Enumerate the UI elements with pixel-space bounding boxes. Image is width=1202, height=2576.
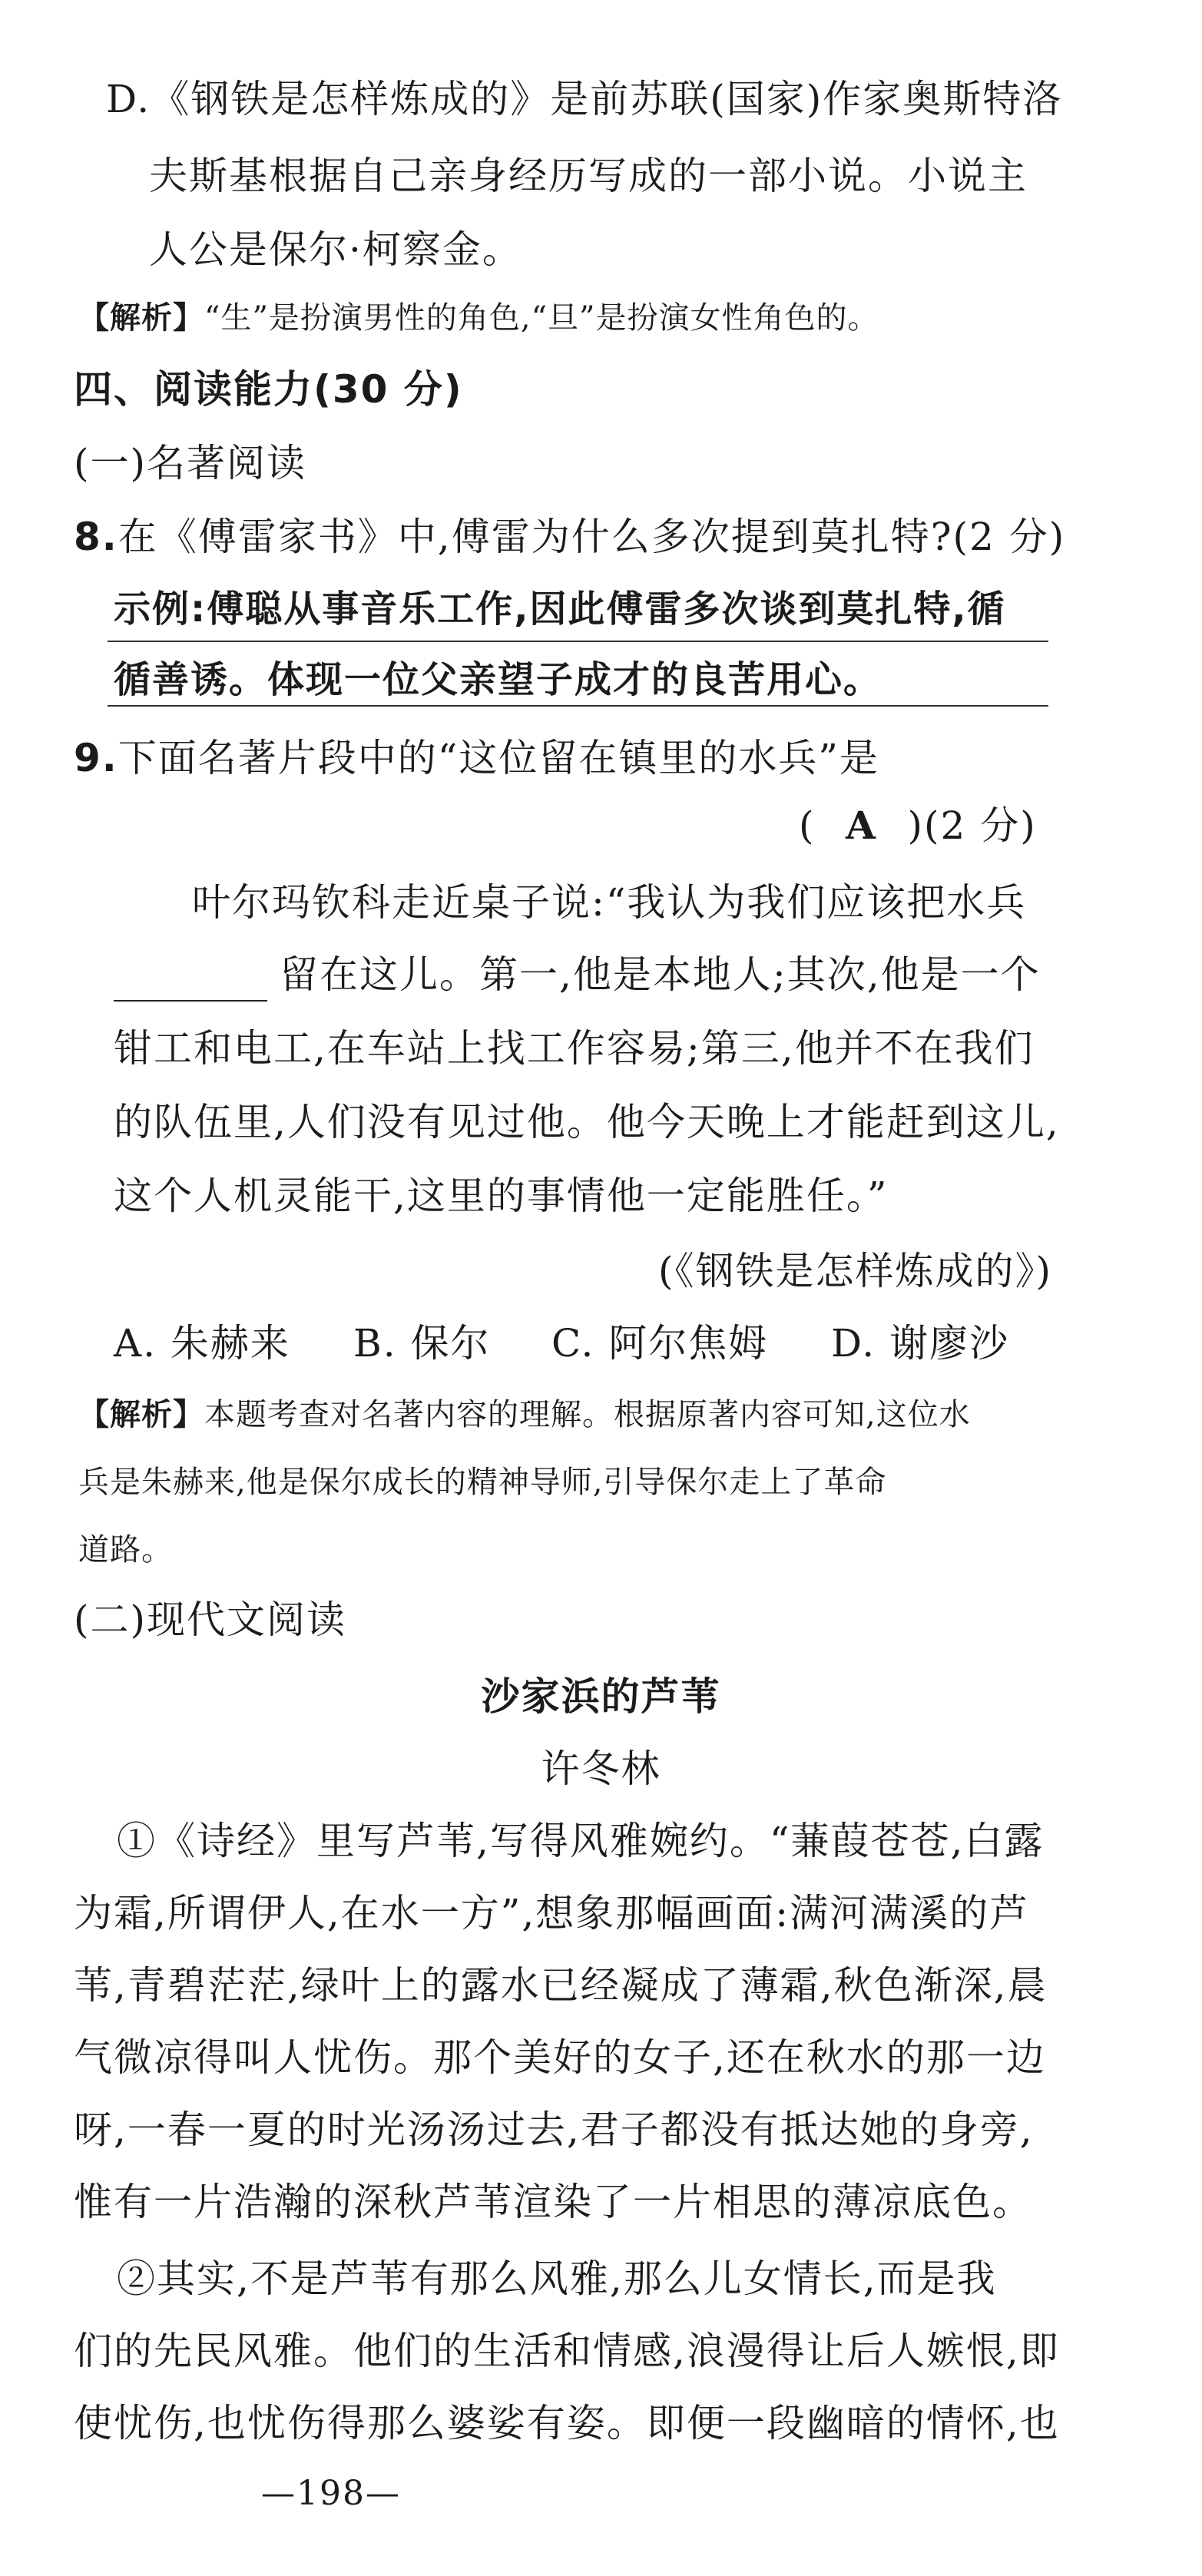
question-8 <box>74 510 1065 564</box>
option-c: C. 阿尔焦姆 <box>551 1321 769 1366</box>
paragraph-1-line-5: 呀,一春一夏的时光汤汤过去,君子都没有抵达她的身旁, <box>74 2107 1034 2152</box>
paragraph-1-line-4: 气微凉得叫人忧伤。那个美好的女子,还在秋水的那一边 <box>74 2035 1046 2080</box>
passage-line-1: 叶尔玛钦科走近桌子说:“我认为我们应该把水兵 <box>192 880 1027 925</box>
question-8-answer-line-1: 示例:傅聪从事音乐工作,因此傅雷多次谈到莫扎特,循 <box>114 588 1006 631</box>
answer-underline-2 <box>108 705 1048 707</box>
analysis-tag-q9: 【解析】 <box>78 1397 204 1432</box>
question-8-number: 8. <box>74 515 118 559</box>
analysis-prev <box>78 295 879 341</box>
passage-line-4: 的队伍里,人们没有见过他。他今天晚上才能赶到这儿, <box>114 1100 1060 1144</box>
passage-line-2: 留在这儿。第一,他是本地人;其次,他是一个 <box>280 952 1041 997</box>
passage-line-5: 这个人机灵能干,这里的事情他一定能胜任。” <box>114 1174 889 1218</box>
page-number: —198— <box>261 2474 401 2513</box>
question-9-text: 下面名著片段中的“这位留在镇里的水兵”是 <box>118 736 879 780</box>
paragraph-2-line-2: 们的先民风雅。他们的生活和情感,浪漫得让后人嫉恨,即 <box>74 2329 1060 2373</box>
option-d-line-1: D.《钢铁是怎样炼成的》是前苏联(国家)作家奥斯特洛 <box>106 77 1063 121</box>
paren-open: ( <box>799 803 816 848</box>
paragraph-2-line-3: 使忧伤,也忧伤得那么婆娑有姿。即便一段幽暗的情怀,也 <box>74 2401 1060 2445</box>
question-8-answer-line-2: 循善诱。体现一位父亲望子成才的良苦用心。 <box>114 658 882 701</box>
passage-source: (《钢铁是怎样炼成的》) <box>657 1249 1052 1293</box>
part-1-heading: (一)名著阅读 <box>74 441 307 485</box>
question-9-analysis-line-1 <box>78 1392 971 1438</box>
question-9-analysis-line-2: 兵是朱赫来,他是保尔成长的精神导师,引导保尔走上了革命 <box>78 1465 887 1500</box>
option-a: A. 朱赫来 <box>114 1321 290 1366</box>
analysis-q9-text-1: 本题考查对名著内容的理解。根据原著内容可知,这位水 <box>204 1397 971 1432</box>
paragraph-2-line-1: ②其实,不是芦苇有那么风雅,那么儿女情长,而是我 <box>117 2256 997 2301</box>
question-9-analysis-line-3: 道路。 <box>78 1532 173 1568</box>
question-8-text: 在《傅雷家书》中,傅雷为什么多次提到莫扎特?(2 分) <box>118 515 1066 559</box>
paragraph-1-line-6: 惟有一片浩瀚的深秋芦苇渲染了一片相思的薄凉底色。 <box>74 2180 1032 2224</box>
passage-line-2-wrap <box>114 948 1041 1002</box>
option-d-line-2: 夫斯基根据自己亲身经历写成的一部小说。小说主 <box>149 154 1028 198</box>
question-9-number: 9. <box>74 736 118 780</box>
analysis-tag: 【解析】 <box>78 300 204 336</box>
question-9-answer: A <box>846 803 877 848</box>
question-9 <box>74 731 879 785</box>
passage-line-3: 钳工和电工,在车站上找工作容易;第三,他并不在我们 <box>114 1026 1035 1071</box>
paragraph-1-line-2: 为霜,所谓伊人,在水一方”,想象那幅画面:满河满溪的芦 <box>74 1891 1030 1935</box>
paragraph-1-line-1: ①《诗经》里写芦苇,写得风雅婉约。“蒹葭苍苍,白露 <box>117 1819 1045 1863</box>
option-d: D. 谢廖沙 <box>831 1321 1010 1366</box>
paragraph-1-line-3: 苇,青碧茫茫,绿叶上的露水已经凝成了薄霜,秋色渐深,晨 <box>74 1963 1048 2008</box>
article-author: 许冬林 <box>541 1747 661 1791</box>
article-title: 沙家浜的芦苇 <box>481 1674 721 1719</box>
section-4-title: 四、阅读能力(30 分) <box>74 367 463 412</box>
answer-underline-1 <box>108 641 1048 642</box>
part-2-heading: (二)现代文阅读 <box>74 1598 347 1642</box>
option-b: B. 保尔 <box>353 1321 491 1366</box>
question-9-answer-slot <box>799 799 1037 853</box>
paren-close-score: )(2 分) <box>907 803 1037 848</box>
passage-blank <box>114 966 267 1002</box>
option-d-line-3: 人公是保尔·柯察金。 <box>149 227 522 272</box>
analysis-prev-text: “生”是扮演男性的角色,“旦”是扮演女性角色的。 <box>204 300 879 336</box>
